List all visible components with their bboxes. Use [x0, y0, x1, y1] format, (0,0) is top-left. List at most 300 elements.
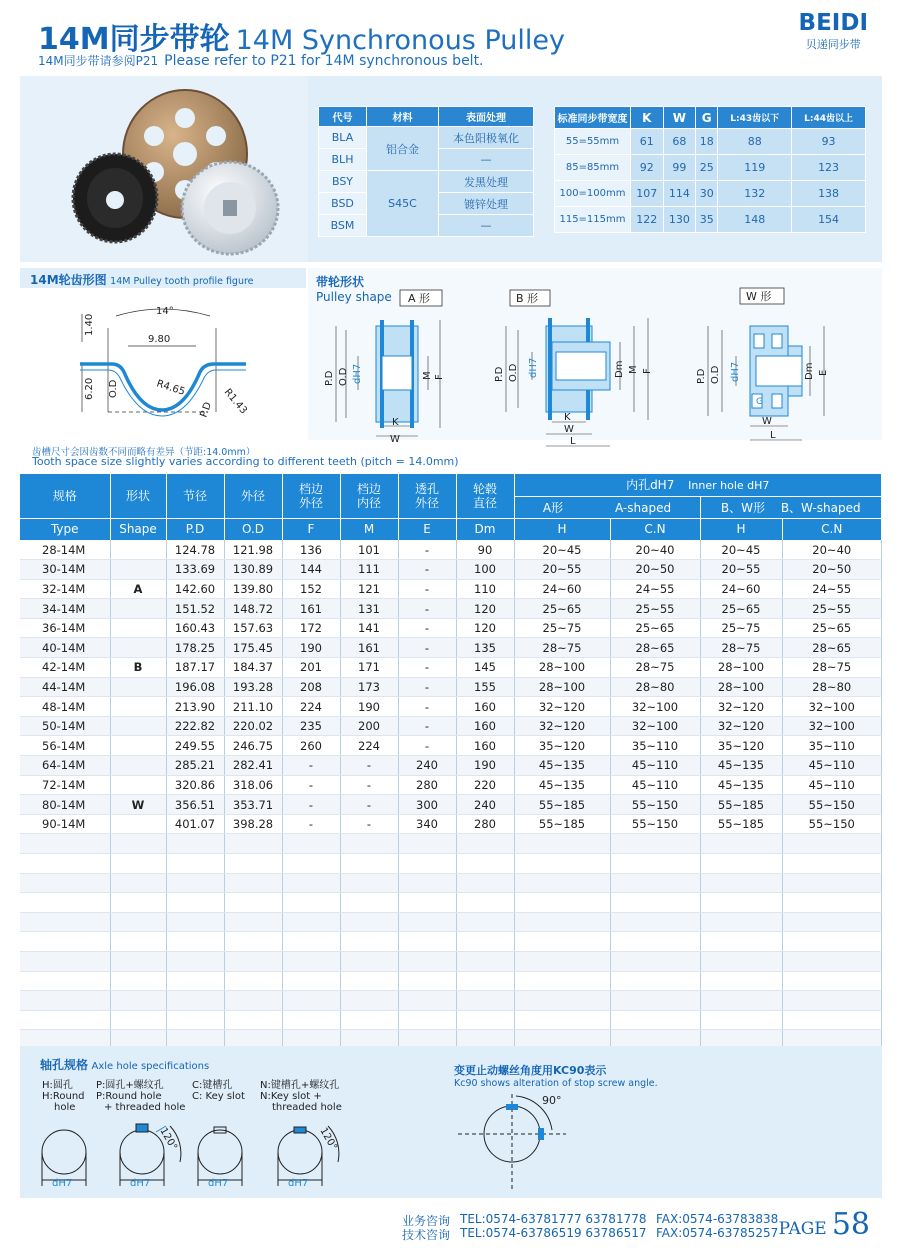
table-row: [20, 716, 882, 736]
table-cell: [110, 854, 166, 874]
table-cell: [514, 932, 610, 952]
tooth-note-en: Tooth space size slightly varies according to different teeth (pitch = 14.0mm): [32, 455, 459, 468]
shape-a-m: M: [422, 371, 433, 380]
table-cell: 45~135: [514, 775, 610, 795]
shape-w-diagram: [690, 286, 850, 458]
table-row: [20, 756, 882, 776]
table-cell: [782, 971, 882, 991]
table-cell: 35~110: [610, 736, 700, 756]
col-od: [224, 474, 282, 518]
axle-title-cn: 轴孔规格: [40, 1058, 89, 1072]
table-cell: [398, 932, 456, 952]
table-cell: 72-14M: [20, 775, 110, 795]
table-cell: 148.72: [224, 599, 282, 619]
table-cell: [224, 854, 282, 874]
table-cell: 151.52: [166, 599, 224, 619]
table-cell: -: [282, 814, 340, 834]
table-cell: 45~135: [700, 775, 782, 795]
table-cell: 55~185: [514, 795, 610, 815]
table-cell: [20, 991, 110, 1011]
table-cell: 356.51: [166, 795, 224, 815]
col-f-en: F: [282, 518, 340, 540]
table-cell: 220: [456, 775, 514, 795]
table-row: [20, 658, 882, 678]
belt-cell: 115=115mm: [555, 207, 631, 233]
table-cell: [282, 951, 340, 971]
table-cell: 55~150: [610, 814, 700, 834]
table-cell: 211.10: [224, 697, 282, 717]
table-cell: 235: [282, 716, 340, 736]
belt-cell: 92: [631, 155, 664, 181]
table-cell: [166, 991, 224, 1011]
table-cell: [700, 893, 782, 913]
table-cell: 246.75: [224, 736, 282, 756]
col-dm-en: Dm: [456, 518, 514, 540]
table-cell: [610, 912, 700, 932]
table-cell: 160: [456, 716, 514, 736]
table-cell: [340, 991, 398, 1011]
axle-angle-2: 120°: [317, 1126, 339, 1153]
table-cell: [20, 951, 110, 971]
table-cell: [110, 834, 166, 854]
table-cell: 20~40: [782, 540, 882, 560]
table-cell: 45~110: [610, 756, 700, 776]
table-cell: 224: [282, 697, 340, 717]
col-pd-en: P.D: [166, 518, 224, 540]
col-e-cn: 透孔外径: [414, 481, 439, 510]
table-cell: [224, 893, 282, 913]
axle-p-en2: + threaded hole: [104, 1102, 186, 1113]
dim-height: 6.20: [84, 377, 95, 400]
col-type-cn: 规格: [52, 489, 77, 504]
table-cell: 32~100: [782, 697, 882, 717]
table-cell: [610, 854, 700, 874]
shape-w-e: E: [818, 369, 829, 376]
table-cell: 55~185: [700, 795, 782, 815]
table-cell: [110, 775, 166, 795]
table-cell: 320.86: [166, 775, 224, 795]
col-m-cn: 档边内径: [356, 481, 381, 510]
footer-biz-fax: FAX:0574-63783838: [656, 1212, 779, 1226]
belt-cell: 132: [718, 181, 792, 207]
table-cell: 55~150: [782, 814, 882, 834]
material-code: BLA: [319, 127, 367, 149]
table-cell: 144: [282, 560, 340, 580]
belt-cell: 93: [792, 129, 866, 155]
col-type: [20, 474, 110, 518]
shape-a-pd: P.D: [324, 370, 335, 386]
belt-cell: 25: [696, 155, 718, 181]
table-cell: [514, 854, 610, 874]
table-cell: 280: [456, 814, 514, 834]
table-cell: 121: [340, 579, 398, 599]
table-cell: -: [340, 795, 398, 815]
table-cell: [610, 834, 700, 854]
table-cell: -: [398, 540, 456, 560]
table-cell: -: [398, 579, 456, 599]
table-cell: 171: [340, 658, 398, 678]
footer-biz-tel: TEL:0574-63781777 63781778: [460, 1212, 647, 1226]
belt-cell: 122: [631, 207, 664, 233]
table-cell: [166, 893, 224, 913]
table-cell: 28~100: [700, 677, 782, 697]
shape-b-label: B 形: [516, 292, 539, 305]
col-e-en: E: [398, 518, 456, 540]
table-cell: 111: [340, 560, 398, 580]
table-cell: 30-14M: [20, 560, 110, 580]
table-cell: 28~75: [514, 638, 610, 658]
table-cell: [514, 893, 610, 913]
table-cell: 110: [456, 579, 514, 599]
table-cell: 161: [340, 638, 398, 658]
inner-hole-cn: 内孔dH7: [626, 478, 675, 493]
table-row: [20, 893, 882, 913]
a-shape-cn: A形: [542, 500, 564, 515]
table-cell: [166, 1010, 224, 1030]
table-cell: 32~120: [514, 697, 610, 717]
belt-width-table: [554, 106, 866, 233]
axle-item-p: [96, 1080, 185, 1113]
table-cell: 25~75: [700, 618, 782, 638]
table-cell: 398.28: [224, 814, 282, 834]
table-cell: 28~65: [782, 638, 882, 658]
table-cell: 25~65: [782, 618, 882, 638]
table-cell: [110, 912, 166, 932]
table-cell: [340, 854, 398, 874]
shape-b-f: F: [642, 368, 653, 374]
table-cell: [20, 1010, 110, 1030]
table-row: [20, 951, 882, 971]
table-cell: 161: [282, 599, 340, 619]
title-en: 14M Synchronous Pulley: [235, 25, 565, 56]
table-cell: 32~120: [700, 697, 782, 717]
table-cell: [398, 854, 456, 874]
page-number: [779, 1207, 870, 1242]
belt-cell: 68: [663, 129, 696, 155]
spec-table: [20, 474, 882, 1050]
table-cell: [110, 971, 166, 991]
table-cell: 184.37: [224, 658, 282, 678]
table-cell: [700, 1010, 782, 1030]
table-cell: [398, 1010, 456, 1030]
col-shape-en: Shape: [110, 518, 166, 540]
table-cell: [398, 834, 456, 854]
table-cell: 32~100: [610, 697, 700, 717]
table-cell: 34-14M: [20, 599, 110, 619]
table-cell: 55~185: [514, 814, 610, 834]
table-cell: [282, 873, 340, 893]
table-cell: [514, 951, 610, 971]
table-cell: [340, 873, 398, 893]
table-cell: 35~110: [782, 736, 882, 756]
table-cell: 25~65: [610, 618, 700, 638]
table-cell: [110, 1010, 166, 1030]
col-a-h: H: [514, 518, 610, 540]
material-name: S45C: [367, 171, 439, 237]
pulley-shape-title-cn: 带轮形状: [316, 275, 365, 289]
table-cell: 131: [340, 599, 398, 619]
table-cell: [166, 951, 224, 971]
belt-cell: 154: [792, 207, 866, 233]
col-a-cn: C.N: [610, 518, 700, 540]
shape-b-od: O.D: [508, 363, 519, 382]
shape-b-pd: P.D: [494, 366, 505, 382]
table-cell: 190: [340, 697, 398, 717]
table-cell: 208: [282, 677, 340, 697]
table-cell: 28~75: [782, 658, 882, 678]
tooth-note-cn: 齿槽尺寸会因齿数不同而略有差异（节距:14.0mm）: [32, 447, 256, 458]
table-cell: [340, 893, 398, 913]
table-row: [20, 638, 882, 658]
table-cell: 100: [456, 560, 514, 580]
table-cell: 220.02: [224, 716, 282, 736]
table-row: [20, 579, 882, 599]
table-cell: [398, 971, 456, 991]
belt-header: L:44齿以上: [792, 107, 866, 129]
shape-a-w: W: [390, 434, 400, 445]
shape-w-l: L: [770, 430, 776, 441]
table-cell: [282, 971, 340, 991]
table-row: [20, 991, 882, 1011]
table-cell: 45~110: [610, 775, 700, 795]
table-cell: 25~55: [610, 599, 700, 619]
kc90-title-cn: 变更止动螺丝角度用KC90表示: [454, 1064, 607, 1077]
axle-p-en1: P:Round hole: [96, 1091, 162, 1102]
table-cell: 213.90: [166, 697, 224, 717]
table-cell: -: [398, 599, 456, 619]
table-cell: 50-14M: [20, 716, 110, 736]
table-cell: 300: [398, 795, 456, 815]
belt-cell: 119: [718, 155, 792, 181]
table-row: [20, 814, 882, 834]
table-cell: [456, 854, 514, 874]
pulley-shape-title-en: Pulley shape: [316, 290, 392, 304]
table-cell: -: [340, 814, 398, 834]
col-shape-cn: 形状: [125, 489, 150, 504]
col-m-en: M: [340, 518, 398, 540]
shape-w-od: O.D: [710, 365, 721, 384]
table-cell: [282, 834, 340, 854]
table-cell: 196.08: [166, 677, 224, 697]
footer-tech-fax: FAX:0574-63785257: [656, 1226, 779, 1240]
belt-header: G: [696, 107, 718, 129]
belt-cell: 130: [663, 207, 696, 233]
table-row: [20, 971, 882, 991]
table-cell: 101: [340, 540, 398, 560]
table-cell: 24~60: [514, 579, 610, 599]
shape-a-label: A 形: [408, 292, 431, 305]
table-cell: [700, 991, 782, 1011]
shape-b-l: L: [570, 436, 576, 447]
table-cell: [398, 893, 456, 913]
brand-logo: [799, 10, 868, 52]
table-cell: [782, 991, 882, 1011]
axle-h-cn: H:圆孔: [42, 1080, 73, 1091]
belt-cell: 61: [631, 129, 664, 155]
table-cell: [610, 893, 700, 913]
table-cell: [456, 834, 514, 854]
material-header-code: 代号: [319, 107, 367, 127]
table-cell: -: [398, 716, 456, 736]
table-cell: 240: [398, 756, 456, 776]
table-cell: 32~100: [610, 716, 700, 736]
shape-b-k: K: [564, 412, 571, 423]
table-cell: 224: [340, 736, 398, 756]
axle-c-en1: C: Key slot: [192, 1091, 245, 1102]
col-f: [282, 474, 340, 518]
table-cell: 193.28: [224, 677, 282, 697]
table-cell: [224, 834, 282, 854]
table-cell: 90: [456, 540, 514, 560]
table-cell: [398, 991, 456, 1011]
kc90-title-en: Kc90 shows alteration of stop screw angle.: [454, 1078, 658, 1089]
shape-a-diagram: [316, 286, 456, 446]
table-cell: [610, 951, 700, 971]
table-cell: 121.98: [224, 540, 282, 560]
table-cell: [610, 932, 700, 952]
table-cell: [456, 912, 514, 932]
axle-title-en: Axle hole specifications: [91, 1061, 210, 1072]
material-code: BSM: [319, 215, 367, 237]
table-cell: 45~135: [514, 756, 610, 776]
table-cell: [224, 971, 282, 991]
table-cell: [110, 677, 166, 697]
table-row: [20, 560, 882, 580]
table-cell: 25~55: [782, 599, 882, 619]
table-cell: 25~65: [514, 599, 610, 619]
table-row: [20, 834, 882, 854]
axle-dh7-3: dH7: [208, 1178, 229, 1189]
table-cell: 32-14M: [20, 579, 110, 599]
table-row: [20, 1010, 882, 1030]
table-cell: 260: [282, 736, 340, 756]
table-cell: 157.63: [224, 618, 282, 638]
shape-w-pd: P.D: [696, 368, 707, 384]
dim-angle: 14°: [156, 306, 174, 317]
brand-logo-text: BEIDI: [798, 10, 868, 36]
table-cell: 55~150: [610, 795, 700, 815]
table-cell: 353.71: [224, 795, 282, 815]
tooth-profile-title-en: 14M Pulley tooth profile figure: [110, 276, 254, 287]
table-cell: [110, 736, 166, 756]
table-cell: 190: [282, 638, 340, 658]
table-cell: [224, 951, 282, 971]
table-cell: [456, 1010, 514, 1030]
col-bw-h: H: [700, 518, 782, 540]
table-cell: 28~100: [514, 658, 610, 678]
kc90-title: [454, 1062, 658, 1089]
subtitle-en: Please refer to P21 for 14M synchronous belt.: [164, 53, 484, 69]
table-cell: [610, 971, 700, 991]
table-cell: 172: [282, 618, 340, 638]
table-cell: [700, 971, 782, 991]
table-row: [20, 775, 882, 795]
table-cell: 190: [456, 756, 514, 776]
table-cell: [110, 814, 166, 834]
table-cell: [340, 912, 398, 932]
belt-cell: 123: [792, 155, 866, 181]
col-inner-hole: [514, 474, 882, 496]
col-od-en: O.D: [224, 518, 282, 540]
shape-a-dh7: dH7: [352, 363, 363, 384]
axle-title: [40, 1056, 209, 1073]
table-cell: 32~120: [700, 716, 782, 736]
shape-w-w: W: [762, 416, 772, 427]
table-cell: 24~55: [610, 579, 700, 599]
col-pd-cn: 节径: [182, 489, 207, 504]
table-cell: [224, 873, 282, 893]
belt-cell: 114: [663, 181, 696, 207]
axle-dh7-4: dH7: [288, 1178, 309, 1189]
table-cell: 42-14M: [20, 658, 110, 678]
table-cell: -: [398, 618, 456, 638]
material-code: BSD: [319, 193, 367, 215]
shape-b-m: M: [628, 365, 639, 374]
table-cell: [282, 1010, 340, 1030]
belt-cell: 88: [718, 129, 792, 155]
table-cell: [514, 991, 610, 1011]
tooth-profile-diagram: [20, 292, 306, 442]
table-cell: [282, 893, 340, 913]
table-row: [20, 736, 882, 756]
table-cell: 28~100: [514, 677, 610, 697]
col-pd: [166, 474, 224, 518]
axle-dh7-2: dH7: [130, 1178, 151, 1189]
table-cell: 152: [282, 579, 340, 599]
table-cell: [514, 873, 610, 893]
table-cell: 45~110: [782, 756, 882, 776]
table-cell: 64-14M: [20, 756, 110, 776]
table-cell: [398, 951, 456, 971]
table-row: [20, 697, 882, 717]
table-cell: [700, 951, 782, 971]
axle-c-cn: C:键槽孔: [192, 1080, 233, 1091]
table-cell: -: [398, 560, 456, 580]
axle-dh7-1: dH7: [52, 1178, 73, 1189]
table-cell: [398, 873, 456, 893]
col-a-shape: [514, 496, 700, 518]
table-cell: -: [398, 677, 456, 697]
table-cell: 130.89: [224, 560, 282, 580]
table-cell: [110, 932, 166, 952]
table-cell: [340, 951, 398, 971]
table-cell: 28~75: [610, 658, 700, 678]
table-row: [20, 912, 882, 932]
table-cell: -: [340, 775, 398, 795]
table-cell: 35~120: [700, 736, 782, 756]
spec-table-body: [20, 540, 882, 1049]
axle-h-en2: hole: [54, 1102, 76, 1113]
axle-n-en1: N:Key slot +: [260, 1091, 322, 1102]
table-cell: 401.07: [166, 814, 224, 834]
axle-item-c: [192, 1080, 245, 1102]
table-cell: 25~75: [514, 618, 610, 638]
table-cell: 20~40: [610, 540, 700, 560]
material-surface: —: [439, 149, 534, 171]
material-surface: 本色阳极氧化: [439, 127, 534, 149]
table-cell: 24~55: [782, 579, 882, 599]
axle-h-en1: H:Round: [42, 1091, 85, 1102]
table-cell: [514, 971, 610, 991]
table-cell: [166, 971, 224, 991]
table-cell: 173: [340, 677, 398, 697]
table-cell: [514, 912, 610, 932]
table-cell: [224, 932, 282, 952]
table-cell: 133.69: [166, 560, 224, 580]
table-cell: [166, 854, 224, 874]
table-cell: 35~120: [514, 736, 610, 756]
table-cell: [110, 638, 166, 658]
